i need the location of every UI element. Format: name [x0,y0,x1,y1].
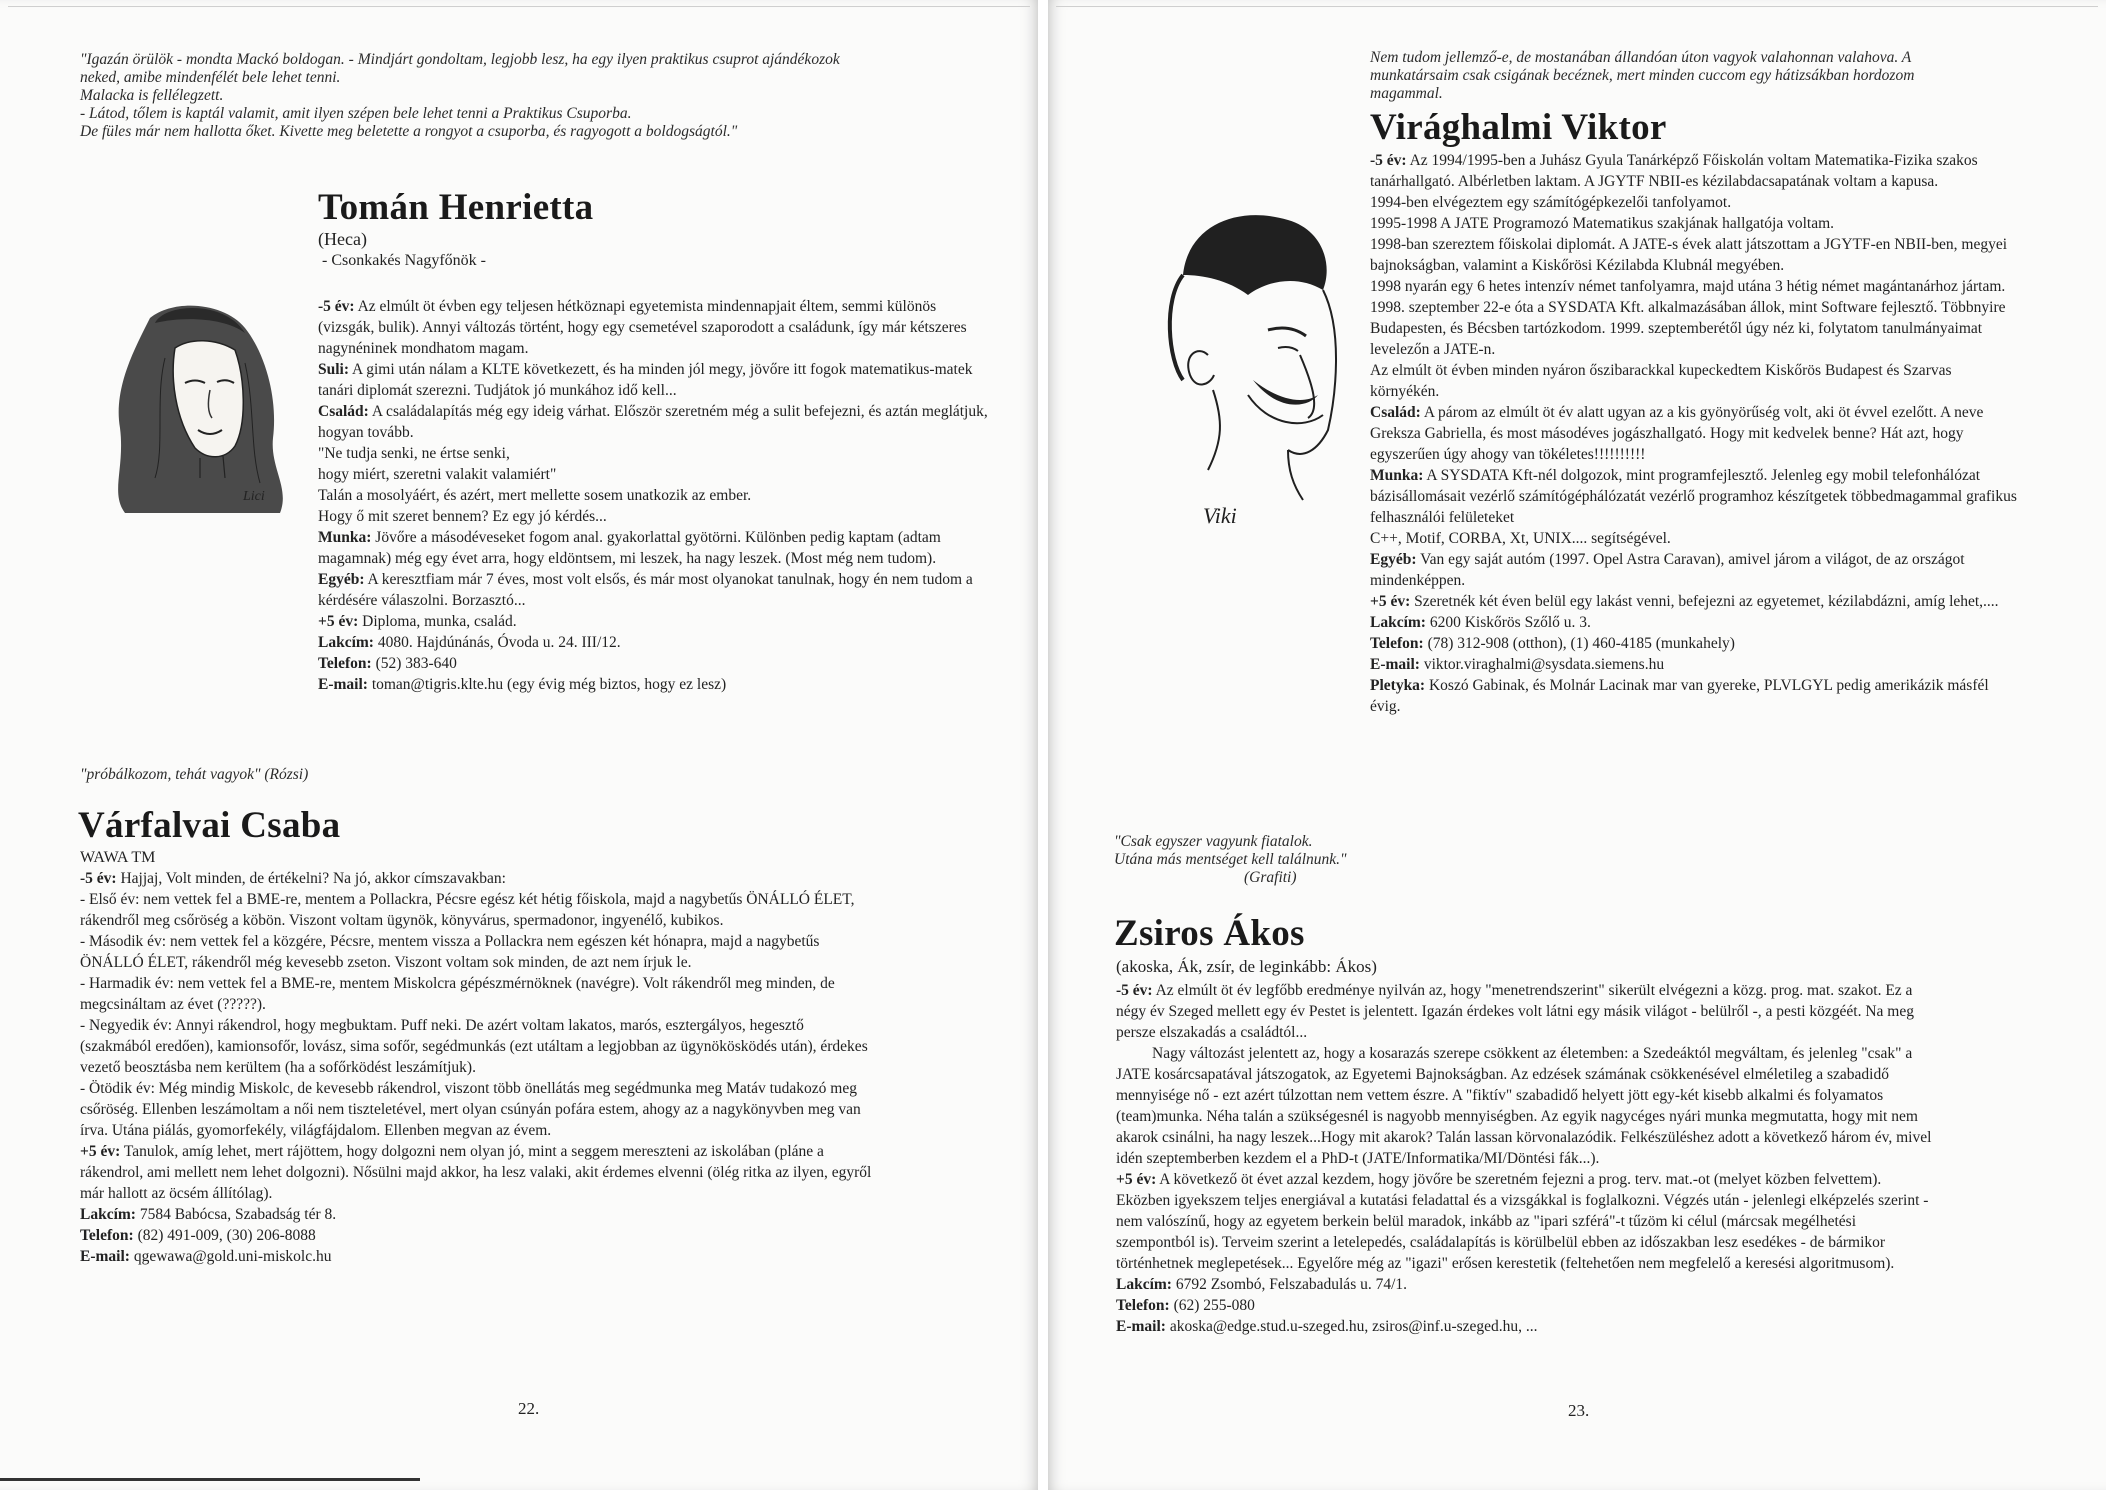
field-text: Van egy saját autóm (1997. Opel Astra Caravan), amivel járom a világot, de az országot mindenképpen. [1370,551,1965,589]
field-label: E-mail: [1116,1318,1166,1335]
person-name-viraghalmi: Virághalmi Viktor [1370,107,1667,148]
bio-paragraph [1370,528,2020,549]
field-text: Az elmúlt öt évben minden nyáron őszibarackkal kupeckedtem Kiskőrös Budapest és Szarvas környékén. [1370,362,1952,400]
bio-paragraph [1116,980,1936,1043]
bio-paragraph [1370,213,2020,234]
quote-line: De füles már nem hallotta őket. Kivette meg beletette a rongyot a csuporba, és ragyogott a boldogságtól." [80,123,738,140]
bio-paragraph [1370,297,2020,360]
quote-line: (Grafiti) [1244,869,1297,886]
field-label: +5 év: [318,613,359,630]
bio-paragraph [80,1078,878,1141]
bio-paragraph [318,443,990,464]
field-text: 1998 nyarán egy 6 hetes intenzív német tanfolyamra, majd utána 3 hétig német magántanárhoz jártam. [1370,278,2006,295]
nickname-zsiros: (akoska, Ák, zsír, de leginkább: Ákos) [1116,957,1377,976]
field-label: Lakcím: [318,634,374,651]
person-name-toman: Tomán Henrietta [318,187,594,228]
quote-line: Nem tudom jellemző-e, de mostanában állandóan úton vagyok valahonnan valahova. A [1370,49,1912,66]
field-text: A SYSDATA Kft-nél dolgozok, mint programfejlesztő. Jelenleg egy mobil telefonhálózat bázisállomásait vezérlő számítógéphálózatát vezérlő programhoz készítgetek többedmagammal grafikus felhasználói felületeket [1370,467,2017,526]
bio-paragraph [318,296,990,359]
quote-line: "Csak egyszer vagyunk fiatalok. [1114,833,1313,850]
field-text: Jövőre a másodéveseket fogom anal. gyakorlattal gyötörni. Különben pedig kaptam (adtam magamnak) még egy évet arra, hogy eldöntsem, mi leszek, ha nagy leszek. (Most még nem tudom). [318,529,941,567]
bio-paragraph [1370,654,2020,675]
field-label: E-mail: [80,1248,130,1265]
bio-paragraph [80,1015,878,1078]
bio-paragraph [318,506,990,527]
field-text: Az elmúlt öt évben egy teljesen hétköznapi egyetemista mindennapjait éltem, semmi különös (vizsgák, bulik). Annyi változás történt, hogy egy csemetével szaporodott a családunk, így már kétszeres nagynéninek mondhatom magam. [318,298,967,357]
page-number-left: 22. [518,1399,540,1418]
field-label: Munka: [318,529,372,546]
field-label: -5 év: [1370,152,1407,169]
bio-paragraph [318,653,990,674]
field-label: Lakcím: [1370,614,1426,631]
quote-line: - Látod, tőlem is kaptál valamit, amit ilyen szépen bele lehet tenni a Praktikus Csuporba. [80,105,632,122]
bio-paragraph [1116,1043,1936,1169]
field-text: - Negyedik év: Annyi rákendrol, hogy megbuktam. Puff neki. De azért voltam lakatos, marós, esztergályos, hegesztő (szakmából eredően), kamionsofőr, lovász, sima sofőr, segédmunkás (ezt utáltam a legjobban az ügynökösködés után), érdekes vezető beosztásba nem kerültem (ha a sofőrködést leszámítjuk). [80,1017,868,1076]
bio-viraghalmi [1370,150,2020,717]
field-text: C++, Motif, CORBA, Xt, UNIX.... segítségével. [1370,530,1671,547]
page-edge [8,6,1030,7]
bio-paragraph [1370,402,2020,465]
bio-paragraph [1370,633,2020,654]
portrait-viraghalmi-viktor [1128,180,1358,530]
portrait-signature: Lici [243,489,265,504]
bio-paragraph [80,1141,878,1204]
field-label: Pletyka: [1370,677,1426,694]
field-text: A családalapítás még egy ideig várhat. Először szeretném még a sulit befejezni, és aztán meglátjuk, hogyan tovább. [318,403,988,441]
field-text: (62) 255-080 [1169,1297,1255,1314]
field-text: A következő öt évet azzal kezdem, hogy jövőre be szeretném fejezni a prog. terv. mat.-ot (melyet közben felvettem). Eközben igyekszem teljes energiával a kutatási feladattal és a vizsgákkal is foglalkozni. Végzés után - jelenlegi elképzelés szerint - nem valószínű, hogy az egyetem berkein belül maradok, inkább az "ipari szférá"-t tűzöm ki célul (márcsak megélhetési szempontból is). Terveim szerint a letelepedés, családalapítás is körülbelül ebben az időszakban lesz esedékes - de bármikor történhetnek meglepetések... Egyelőre még az "igazi" erősen kerestetik (feltehetően nem megfelelő a keresési algoritmusom). [1116,1171,1929,1272]
field-label: +5 év: [1116,1171,1157,1188]
quote-line: Malacka is fellélegzett. [80,87,224,104]
field-text: Hogy ő mit szeret bennem? Ez egy jó kérdés... [318,508,607,525]
field-text: 1995-1998 A JATE Programozó Matematikus szakjának hallgatója voltam. [1370,215,1835,232]
bio-toman [318,296,990,695]
bio-paragraph [318,464,990,485]
opening-quote [80,51,980,141]
quote-line: "Igazán örülök - mondta Mackó boldogan. - Mindjárt gondoltam, legjobb lesz, ha egy ilyen praktikus csuprot ajándékozok [80,51,840,68]
field-text: Szeretnék két éven belül egy lakást venni, befejezni az egyetemet, kézilabdázni, amíg lehet,.... [1410,593,1999,610]
field-label: -5 év: [318,298,355,315]
field-text: Hajjaj, Volt minden, de értékelni? Na jó, akkor címszavakban: [116,870,506,887]
field-text: toman@tigris.klte.hu (egy évig még biztos, hogy ez lesz) [367,676,727,693]
field-text: - Ötödik év: Még mindig Miskolc, de kevesebb rákendrol, viszont több önellátás meg segédmunka meg Matáv tudakozó meg csőröség. Ellenben leszámoltam a női nem tiszteletével, mert olyan csúnyán pofára estem, ahogy az a nagykönyvben meg van írva. Utána piálás, gyomorfekély, világfájdalom. Ellenben megvan az évem. [80,1080,861,1139]
bio-paragraph [80,1204,878,1225]
bio-paragraph [1370,612,2020,633]
field-label: -5 év: [80,870,117,887]
bio-zsiros [1116,980,1936,1337]
field-text: akoska@edge.stud.u-szeged.hu, zsiros@inf.u-szeged.hu, ... [1165,1318,1538,1335]
field-text: 1998. szeptember 22-e óta a SYSDATA Kft. alkalmazásában állok, mint Software fejlesztő. Többnyire Budapesten, és Bécsben tartózkodom. 1999. szeptemberétől úgy néz ki, folytatom tanulmányaimat levelezőn a JATE-n. [1370,299,2006,358]
bio-paragraph [1116,1316,1936,1337]
field-text: 6792 Zsombó, Felszabadulás u. 74/1. [1171,1276,1408,1293]
bio-paragraph [318,527,990,569]
field-text: hogy miért, szeretni valakit valamiért" [318,466,557,483]
bio-paragraph [1370,192,2020,213]
bio-paragraph [318,632,990,653]
bio-paragraph [1370,549,2020,591]
bio-paragraph [80,1246,878,1267]
page-edge [1056,6,2098,7]
field-text: A gimi után nálam a KLTE következett, és ha minden jól megy, jövőre itt fogok matematikus-matek tanári diplomát szerezni. Tudjátok jó munkához idő kell... [318,361,973,399]
field-label: Lakcím: [1116,1276,1172,1293]
field-text: Az 1994/1995-ben a Juhász Gyula Tanárképző Főiskolán voltam Matematika-Fizika szakos tanárhallgató. Albérletben laktam. A JGYTF NBII-es kézilabdacsapatának voltam a kapusa. [1370,152,1978,190]
field-text: qgewawa@gold.uni-miskolc.hu [129,1248,332,1265]
left-page [0,0,1038,1490]
field-text: "Ne tudja senki, ne értse senki, [318,445,510,462]
field-text: Koszó Gabinak, és Molnár Lacinak mar van gyereke, PLVLGYL pedig amerikázik másfél évig. [1370,677,1989,715]
bio-paragraph [318,359,990,401]
field-label: Munka: [1370,467,1424,484]
bio-paragraph [318,485,990,506]
field-text: Diploma, munka, család. [358,613,517,630]
field-text: (82) 491-009, (30) 206-8088 [133,1227,316,1244]
bio-paragraph [1370,675,2020,717]
field-label: +5 év: [1370,593,1411,610]
bio-paragraph [318,611,990,632]
bio-paragraph [318,401,990,443]
portrait-toman-henrietta [95,278,295,518]
field-text: 4080. Hajdúnánás, Óvoda u. 24. III/12. [373,634,621,651]
opening-quote [1370,49,2060,103]
field-text: (52) 383-640 [371,655,457,672]
field-label: Telefon: [318,655,372,672]
bio-paragraph [1116,1295,1936,1316]
field-text: 6200 Kiskőrös Szőlő u. 3. [1425,614,1591,631]
bio-paragraph [80,973,878,1015]
field-text: Nagy változást jelentett az, hogy a kosarazás szerepe csökkent az életemben: a Szedeáktól megváltam, és jelenleg "csak" a JATE kosárcsapatával játszogatok, az Egyetemi Bajnokságban. Az edzések számának csökkenésével elméletileg a szabadidő mennyisége nő - ezt azért túlzottan nem vettem észre. A "fiktív" szabadidő helyett jött egy-két kisebb alkalmi és folyamatos (team)munka. Néha talán a szükségesnél is nagyobb mennyiségben. Az egyik nagycéges nyári munka megmutatta, hogy mit nem akarok csinálni, ha nagy leszek...Hogy mit akarok? Talán lassan körvonalazódik. Felkészüléshez adott a következő három év, mivel idén szeptemberben kezdem el a PhD-t (JATE/Informatika/MI/Döntési fák...). [1116,1045,1932,1167]
bio-paragraph [80,868,878,889]
bio-paragraph [1116,1274,1936,1295]
nickname-toman: (Heca) [318,229,367,249]
nickname-varfalvai: WAWA TM [80,849,156,866]
field-text: 1994-ben elvégeztem egy számítógépkezelői tanfolyamot. [1370,194,1732,211]
bio-paragraph [80,1225,878,1246]
field-label: Telefon: [80,1227,134,1244]
field-label: Család: [1370,404,1421,421]
field-text: Az elmúlt öt év legfőbb eredménye nyilván az, hogy "menetrendszerint" sikerült elvégezni a közg. prog. mat. szakot. Ez a négy év Szeged mellett egy év Pestet is jelentett. Igazán érdekes volt látni egy másik világot - belülről -, a pesti közgéét. Na meg persze elszakadás a családtól... [1116,982,1914,1041]
field-label: Egyéb: [1370,551,1417,568]
page-number-right: 23. [1568,1401,1590,1420]
quote-line: munkatársaim csak csigának becéznek, mert minden cuccom egy hátizsákban hordozom [1370,67,1915,84]
field-text: (78) 312-908 (otthon), (1) 460-4185 (munkahely) [1423,635,1735,652]
person-name-zsiros: Zsiros Ákos [1114,913,1305,954]
field-label: Suli: [318,361,350,378]
bio-paragraph [1370,276,2020,297]
field-text: Tanulok, amíg lehet, mert rájöttem, hogy dolgozni nem olyan jó, mint a seggem mereszteni az iskolában (pláne a rákendrol, ami mellett nem lehet dolgozni). Nősülni majd akkor, ha lesz valaki, akit érdemes elvenni (ölég ritka az ilyen, egyről már hallott az öcsém állítólag). [80,1143,872,1202]
bio-paragraph [1370,234,2020,276]
field-text: - Második év: nem vettek fel a közgére, Pécsre, mentem vissza a Pollackra nem egészen két hónapra, majd a nagybetűs ÖNÁLLÓ ÉLET, rákendről még kevesebb zseton. Viszont voltam sok minden, de azt nem írjuk le. [80,933,820,971]
quote-line: Utána más mentséget kell találnunk." [1114,851,1347,868]
field-text: - Harmadik év: nem vettek fel a BME-re, mentem Miskolcra gépészmérnöknek (navégre). Volt rákendről meg minden, de megcsináltam az évet (?????). [80,975,835,1013]
portrait-signature: Viki [1203,503,1237,528]
field-text: - Első év: nem vettek fel a BME-re, mentem a Pollackra, Pécsre egész két hétig főiskola, majd a nagybetűs ÖNÁLLÓ ÉLET, rákendről meg csőröség a köbön. Viszont voltam ügynök, könyvárus, spermadonor, ingyenélő, kubikos. [80,891,855,929]
bio-paragraph [80,931,878,973]
field-label: -5 év: [1116,982,1153,999]
bio-paragraph [1370,465,2020,528]
field-label: Telefon: [1370,635,1424,652]
bio-paragraph [1370,150,2020,192]
field-label: Egyéb: [318,571,365,588]
bio-paragraph [318,569,990,611]
right-page [1048,0,2106,1490]
quote-line: magammal. [1370,85,1443,102]
bio-varfalvai [80,868,878,1267]
bio-paragraph [80,889,878,931]
field-text: Talán a mosolyáért, és azért, mert mellette sosem unatkozik az ember. [318,487,752,504]
quote-line: neked, amibe mindenfélét bele lehet tenni. [80,69,341,86]
bio-paragraph [1370,360,2020,402]
field-label: Család: [318,403,369,420]
bio-paragraph [1370,591,2020,612]
bio-paragraph [1116,1169,1936,1274]
field-label: +5 év: [80,1143,121,1160]
field-label: Lakcím: [80,1206,136,1223]
field-text: A párom az elmúlt öt év alatt ugyan az a kis gyönyörűség volt, aki öt évvel ezelőtt. A neve Greksza Gabriella, és most másodéves jogászhallgató. Hogy mit kedvelek benne? Hát azt, hogy egyszerűen úgy ahogy van tökéletes!!!!!!!!!! [1370,404,1984,463]
page-edge [0,1478,420,1481]
role-toman: - Csonkakés Nagyfőnök - [322,252,486,269]
field-label: Telefon: [1116,1297,1170,1314]
field-text: A keresztfiam már 7 éves, most volt elsős, és már most olyanokat tanulnak, hogy én nem tudom a kérdésére válaszolni. Borzasztó... [318,571,973,609]
field-label: E-mail: [318,676,368,693]
field-text: 7584 Babócsa, Szabadság tér 8. [135,1206,337,1223]
section-quote [1114,833,1434,887]
field-text: viktor.viraghalmi@sysdata.siemens.hu [1419,656,1665,673]
section-quote: "próbálkozom, tehát vagyok" (Rózsi) [80,766,309,783]
person-name-varfalvai: Várfalvai Csaba [78,805,341,846]
field-label: E-mail: [1370,656,1420,673]
bio-paragraph [318,674,990,695]
field-text: 1998-ban szereztem főiskolai diplomát. A JATE-s évek alatt játszottam a JGYTF-en NBII-ben, megyei bajnokságban, valamint a Kiskőrösi Kézilabda Klubnál megyében. [1370,236,2008,274]
